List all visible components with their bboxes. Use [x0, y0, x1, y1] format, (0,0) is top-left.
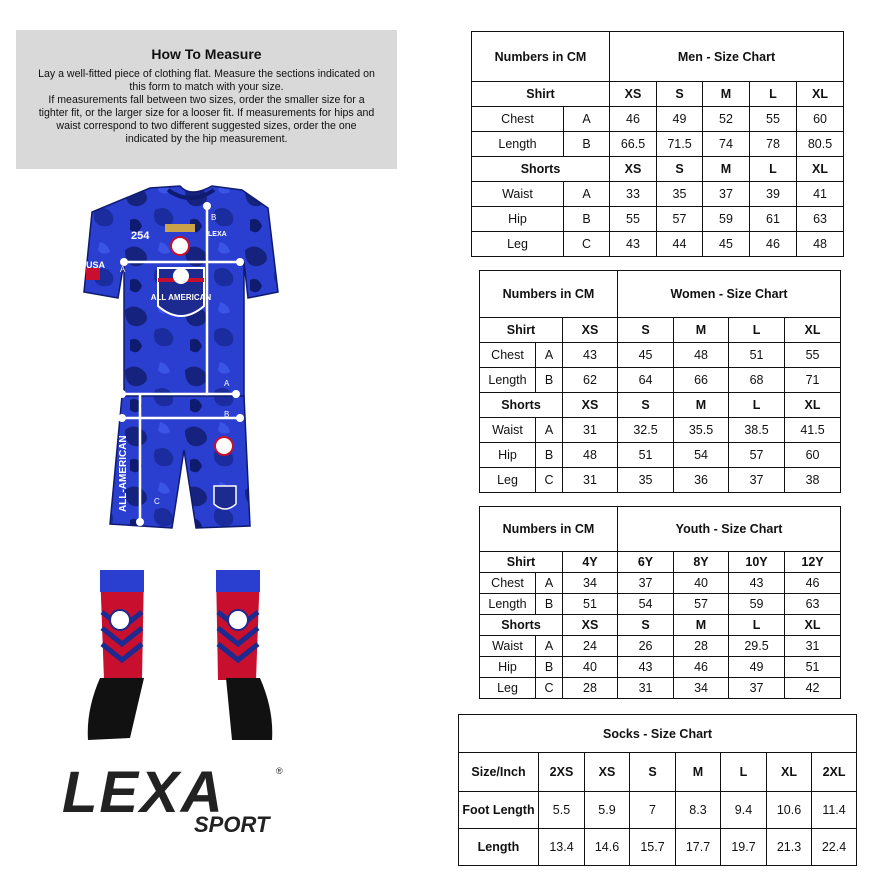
jersey-brand: LEXA: [208, 231, 227, 238]
cell: 71: [785, 368, 841, 393]
cell: 5.5: [539, 792, 585, 829]
cell: 9.4: [721, 792, 767, 829]
cell: 37: [618, 573, 674, 594]
men-size-m: M: [703, 157, 750, 182]
shorts: [110, 379, 250, 528]
row-name: Length: [480, 594, 536, 615]
row-name: Leg: [480, 678, 536, 699]
socks-size: S: [630, 753, 676, 792]
logo-sub: SPORT: [194, 812, 270, 837]
women-chart-title: Women - Size Chart: [618, 271, 841, 318]
row-name: Hip: [472, 207, 564, 232]
socks-size: 2XL: [812, 753, 857, 792]
cell: 33: [610, 182, 657, 207]
cell: 54: [618, 594, 674, 615]
cell: 51: [618, 443, 674, 468]
cell: 63: [797, 207, 844, 232]
cell: 35: [657, 182, 703, 207]
row-code: B: [536, 657, 563, 678]
cell: 36: [674, 468, 729, 493]
cell: 44: [657, 232, 703, 257]
row-code: C: [536, 468, 563, 493]
youth-shorts-label: Shorts: [480, 615, 563, 636]
cell: 34: [674, 678, 729, 699]
measure-line: indicated by the hip measurement.: [125, 133, 288, 145]
row-code: B: [536, 443, 563, 468]
cell: 71.5: [657, 132, 703, 157]
logo-word: LEXA: [62, 760, 225, 825]
cell: 15.7: [630, 829, 676, 866]
men-size-s: S: [657, 157, 703, 182]
women-size-xl: XL: [785, 318, 841, 343]
women-size-m: M: [674, 393, 729, 418]
row-name: Length: [472, 132, 564, 157]
table-row: [472, 232, 844, 257]
youth-size-chart: [479, 506, 841, 699]
men-size-xs: XS: [610, 157, 657, 182]
champion-badge-icon: [165, 224, 195, 232]
table-row: [480, 573, 841, 594]
women-size-l: L: [729, 318, 785, 343]
youth-numbers-label: Numbers in CM: [480, 507, 618, 552]
table-row: [480, 678, 841, 699]
table-row: [459, 829, 857, 866]
cell: 35: [618, 468, 674, 493]
men-size-m: M: [703, 82, 750, 107]
row-name: Chest: [472, 107, 564, 132]
measure-line: tighter fit, or the larger size for a looser fit. If measurements for hips and: [38, 107, 375, 119]
women-size-s: S: [618, 393, 674, 418]
cell: 74: [703, 132, 750, 157]
women-numbers-label: Numbers in CM: [480, 271, 618, 318]
table-row: [480, 657, 841, 678]
men-size-l: L: [750, 157, 797, 182]
cell: 49: [729, 657, 785, 678]
table-row: [472, 207, 844, 232]
cell: 32.5: [618, 418, 674, 443]
socks-size: M: [676, 753, 721, 792]
measure-line: waist correspond to two different suggested sizes, order the one: [56, 120, 357, 132]
row-name: Chest: [480, 343, 536, 368]
marker-b-shorts: B: [224, 410, 230, 419]
row-code: A: [564, 107, 610, 132]
socks-size: XS: [585, 753, 630, 792]
marker-b: B: [211, 213, 217, 222]
cell: 17.7: [676, 829, 721, 866]
cell: 43: [618, 657, 674, 678]
youth-size-6y: 6Y: [618, 552, 674, 573]
socks-size: L: [721, 753, 767, 792]
table-row: [480, 468, 841, 493]
cell: 7: [630, 792, 676, 829]
cell: 35.5: [674, 418, 729, 443]
cell: 37: [729, 468, 785, 493]
row-code: A: [536, 343, 563, 368]
socks-size: XL: [767, 753, 812, 792]
men-size-xl: XL: [797, 157, 844, 182]
cell: 39: [750, 182, 797, 207]
men-size-chart: [471, 31, 844, 257]
women-size-m: M: [674, 318, 729, 343]
socks-size-label: Size/Inch: [459, 753, 539, 792]
youth-size-m: M: [674, 615, 729, 636]
table-row: [480, 418, 841, 443]
cell: 46: [610, 107, 657, 132]
table-row: [472, 182, 844, 207]
lexa-sport-logo: [60, 760, 290, 840]
cell: 54: [674, 443, 729, 468]
youth-size-8y: 8Y: [674, 552, 729, 573]
cell: 52: [703, 107, 750, 132]
cell: 55: [750, 107, 797, 132]
cell: 31: [563, 468, 618, 493]
cell: 42: [785, 678, 841, 699]
cell: 63: [785, 594, 841, 615]
youth-size-s: S: [618, 615, 674, 636]
row-code: A: [536, 573, 563, 594]
kit-illustration: [0, 180, 430, 760]
cell: 38: [785, 468, 841, 493]
men-numbers-label: Numbers in CM: [472, 32, 610, 82]
jersey: [84, 186, 278, 420]
women-shorts-label: Shorts: [480, 393, 563, 418]
row-code: B: [564, 207, 610, 232]
jersey-number: 254: [131, 230, 150, 242]
socks-size-chart: [458, 714, 857, 866]
how-to-measure-title: How To Measure: [151, 46, 262, 62]
cell: 34: [563, 573, 618, 594]
cell: 19.7: [721, 829, 767, 866]
youth-size-l: L: [729, 615, 785, 636]
cell: 49: [657, 107, 703, 132]
cell: 59: [729, 594, 785, 615]
cell: 66: [674, 368, 729, 393]
cell: 43: [563, 343, 618, 368]
row-code: A: [536, 636, 563, 657]
table-row: [472, 132, 844, 157]
small-crest-icon: [171, 237, 189, 255]
cell: 31: [785, 636, 841, 657]
table-row: [480, 443, 841, 468]
row-code: C: [536, 678, 563, 699]
youth-size-12y: 12Y: [785, 552, 841, 573]
cell: 48: [563, 443, 618, 468]
cell: 28: [563, 678, 618, 699]
row-name: Waist: [480, 636, 536, 657]
measure-line: Lay a well-fitted piece of clothing flat. Measure the sections indicated on: [38, 68, 375, 80]
row-name: Leg: [480, 468, 536, 493]
cell: 51: [729, 343, 785, 368]
cell: 37: [703, 182, 750, 207]
cell: 14.6: [585, 829, 630, 866]
socks-chart-title: Socks - Size Chart: [459, 715, 857, 753]
cell: 45: [618, 343, 674, 368]
cell: 26: [618, 636, 674, 657]
women-size-chart: [479, 270, 841, 493]
youth-size-xl: XL: [785, 615, 841, 636]
row-name: Hip: [480, 657, 536, 678]
cell: 41: [797, 182, 844, 207]
measure-line: If measurements fall between two sizes, order the smaller size for a: [48, 94, 365, 106]
cell: 37: [729, 678, 785, 699]
cell: 66.5: [610, 132, 657, 157]
row-code: A: [536, 418, 563, 443]
cell: 24: [563, 636, 618, 657]
women-size-s: S: [618, 318, 674, 343]
cell: 61: [750, 207, 797, 232]
cell: 48: [674, 343, 729, 368]
marker-a: A: [120, 265, 126, 274]
cell: 43: [729, 573, 785, 594]
socks-size: 2XS: [539, 753, 585, 792]
shorts-crest-icon: [214, 486, 236, 509]
row-name: Foot Length: [459, 792, 539, 829]
measure-line: this form to match with your size.: [129, 81, 284, 93]
cell: 48: [797, 232, 844, 257]
men-shirt-label: Shirt: [472, 82, 610, 107]
men-size-xl: XL: [797, 82, 844, 107]
cell: 43: [610, 232, 657, 257]
youth-size-xs: XS: [563, 615, 618, 636]
cell: 40: [563, 657, 618, 678]
cell: 31: [618, 678, 674, 699]
how-to-measure-box: [16, 30, 397, 169]
youth-size-10y: 10Y: [729, 552, 785, 573]
men-size-l: L: [750, 82, 797, 107]
cell: 55: [610, 207, 657, 232]
sleeve-text: USA: [86, 260, 106, 270]
cell: 57: [729, 443, 785, 468]
cell: 46: [750, 232, 797, 257]
cell: 13.4: [539, 829, 585, 866]
row-name: Length: [459, 829, 539, 866]
row-name: Length: [480, 368, 536, 393]
youth-size-4y: 4Y: [563, 552, 618, 573]
shorts-small-crest-icon: [215, 437, 233, 455]
row-name: Waist: [472, 182, 564, 207]
cell: 64: [618, 368, 674, 393]
men-chart-title: Men - Size Chart: [610, 32, 844, 82]
cell: 60: [797, 107, 844, 132]
cell: 21.3: [767, 829, 812, 866]
cell: 28: [674, 636, 729, 657]
marker-c: C: [154, 497, 160, 506]
cell: 78: [750, 132, 797, 157]
table-row: [480, 594, 841, 615]
shorts-text: ALL-AMERICAN: [118, 435, 129, 512]
row-code: A: [564, 182, 610, 207]
cell: 60: [785, 443, 841, 468]
table-row: [480, 368, 841, 393]
marker-a-shorts: A: [224, 379, 230, 388]
cell: 29.5: [729, 636, 785, 657]
cell: 57: [674, 594, 729, 615]
cell: 41.5: [785, 418, 841, 443]
women-size-xl: XL: [785, 393, 841, 418]
men-size-xs: XS: [610, 82, 657, 107]
cell: 46: [674, 657, 729, 678]
cell: 8.3: [676, 792, 721, 829]
youth-chart-title: Youth - Size Chart: [618, 507, 841, 552]
table-row: [459, 792, 857, 829]
logo-mark: ®: [276, 766, 283, 776]
row-name: Hip: [480, 443, 536, 468]
cell: 10.6: [767, 792, 812, 829]
cell: 5.9: [585, 792, 630, 829]
cell: 40: [674, 573, 729, 594]
cell: 68: [729, 368, 785, 393]
cell: 59: [703, 207, 750, 232]
row-code: B: [536, 594, 563, 615]
cell: 22.4: [812, 829, 857, 866]
cell: 51: [563, 594, 618, 615]
cell: 57: [657, 207, 703, 232]
cell: 38.5: [729, 418, 785, 443]
row-name: Leg: [472, 232, 564, 257]
women-size-xs: XS: [563, 318, 618, 343]
cell: 51: [785, 657, 841, 678]
youth-shirt-label: Shirt: [480, 552, 563, 573]
socks-and-cleats: [88, 570, 273, 740]
men-size-s: S: [657, 82, 703, 107]
cell: 46: [785, 573, 841, 594]
women-size-l: L: [729, 393, 785, 418]
table-row: [480, 343, 841, 368]
cell: 45: [703, 232, 750, 257]
row-code: B: [564, 132, 610, 157]
row-code: C: [564, 232, 610, 257]
crest-text: ALL AMERICAN: [150, 293, 212, 302]
cell: 55: [785, 343, 841, 368]
cell: 80.5: [797, 132, 844, 157]
table-row: [472, 107, 844, 132]
cell: 31: [563, 418, 618, 443]
men-shorts-label: Shorts: [472, 157, 610, 182]
row-code: B: [536, 368, 563, 393]
table-row: [480, 636, 841, 657]
cell: 62: [563, 368, 618, 393]
women-size-xs: XS: [563, 393, 618, 418]
women-shirt-label: Shirt: [480, 318, 563, 343]
cell: 11.4: [812, 792, 857, 829]
row-name: Waist: [480, 418, 536, 443]
row-name: Chest: [480, 573, 536, 594]
